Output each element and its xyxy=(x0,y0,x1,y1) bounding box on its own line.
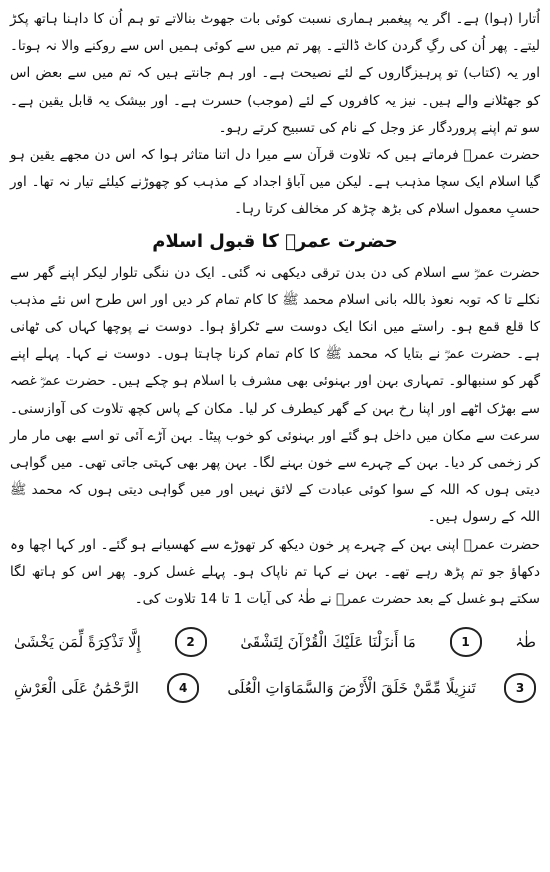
ayat-block xyxy=(10,619,540,711)
ayat-line xyxy=(10,665,540,711)
paragraph-umar-impression: حضرت عمرؓ فرماتے ہیں کہ تلاوت قرآن سے میرا دل اتنا متاثر ہوا کہ اس دن مجھے یقین ہو گیا اسلام ایک سچا مذہب ہے۔ لیکن میں آباؤ اجداد کے مذہب کو چھوڑنے کیلئے تیار نہ تھا۔ اور حسبِ معمول اسلام کی بڑھ چڑھ کر مخالف کرتا رہا۔ xyxy=(10,147,540,218)
paragraph-umar-recitation: حضرت عمرؓ اپنی بہن کے چہرے پر خون دیکھ کر تھوڑے سے کھسیانے ہو گئے۔ اور کہا اچھا وہ دکھاؤ جو تم پڑھ رہے تھے۔ بہن نے کہا تم ناپاک ہو۔ پہلے غسل کرو۔ پھر اس کو ہاتھ لگا سکتے ہو غسل کے بعد حضرت عمرؓ نے طٰہٰ کی آیات 1 تا 14 تلاوت کی۔ xyxy=(10,536,540,608)
ayah-text: تَنزِيلًا مِّمَّنْ خَلَقَ الْأَرْضَ وَالسَّمَاوَاتِ الْعُلَى xyxy=(227,679,476,698)
ayah-number-marker: 3 xyxy=(504,673,536,703)
ayah-number-marker: 2 xyxy=(175,627,207,657)
ayah-number-marker: 1 xyxy=(450,627,482,657)
ayah-text: الرَّحْمَٰنُ عَلَى الْعَرْشِ xyxy=(14,679,139,698)
section-heading: حضرت عمرؓ کا قبول اسلام xyxy=(152,230,398,252)
paragraph-quran-translation: اُتارا (ہوا) ہے۔ اگر یہ پیغمبر ہماری نسبت کوئی بات جھوٹ بنالاتے تو ہم اُن کا داہنا ہاتھ پکڑ لیتے۔ پھر اُن کی رگِ گردن کاٹ ڈالتے۔ پھر تم میں سے کوئی ہمیں اس سے روکنے والا نہ ہوتا۔ اور یہ (کتاب) تو پرہیزگاروں کے لئے نصیحت ہے۔ اور ہم جانتے ہیں کہ تم میں سے بعض اس کو جھٹلانے والے ہیں۔ نیز یہ کافروں کے لئے (موجب) حسرت ہے۔ اور بیشک یہ قابل یقین ہے۔ سو تم اپنے پروردگار عز وجل کے نام کی تسبیح کرتے رہو۔ xyxy=(10,11,540,136)
ayah-text: إِلَّا تَذْكِرَةً لِّمَن يَخْشَىٰ xyxy=(14,633,141,652)
ayah-text: مَا أَنزَلْنَا عَلَيْكَ الْقُرْآنَ لِتَشْقَىٰ xyxy=(240,633,416,652)
ayat-line xyxy=(10,619,540,665)
ayah-text: طٰہٰ xyxy=(515,633,536,652)
paragraph-umar-story: حضرت عمرؓ سے اسلام کی دن بدن ترقی دیکھی نہ گئی۔ ایک دن ننگی تلوار لیکر اپنے گھر سے نکلے تا کہ توبہ نعوذ باللہ بانی اسلام محمد ﷺ کا کام تمام کر دیں اور اس طرح اس نئے مذہب کا قلع قمع ہو۔ راستے میں انکا ایک دوست سے ٹکراؤ ہوا۔ دوست نے پوچھا کہاں کی ٹھانی ہے۔ حضرت عمرؓ نے بتایا کہ محمد ﷺ کا کام تمام کرنا چاہتا ہوں۔ دوست نے کہا۔ پہلے اپنے گھر کو سنبھالو۔ تمہاری بہن اور بہنوئی بھی مشرف با اسلام ہو چکے ہیں۔ حضرت عمرؓ غصہ سے بھڑک اٹھے اور اپنا رخ بہن کے گھر کیطرف کر لیا۔ مکان کے پاس کچھ تلاوت کی آوازسنی۔ سرعت سے مکان میں داخل ہو گئے اور بہنوئی کو خوب پیٹا۔ بہن آڑے آئی تو اسے بھی مار مار کر زخمی کر دیا۔ بہن کے چہرے سے خون بہنے لگا۔ بہن پھر بھی کہتی جاتی تھی۔ میں گواہی دیتی ہوں کہ اللہ کے سوا کوئی عبادت کے لائق نہیں اور میں گواہی دیتی ہوں کہ محمد ﷺ اللہ کے رسول ہیں۔ xyxy=(10,264,540,526)
ayah-number-marker: 4 xyxy=(167,673,199,703)
